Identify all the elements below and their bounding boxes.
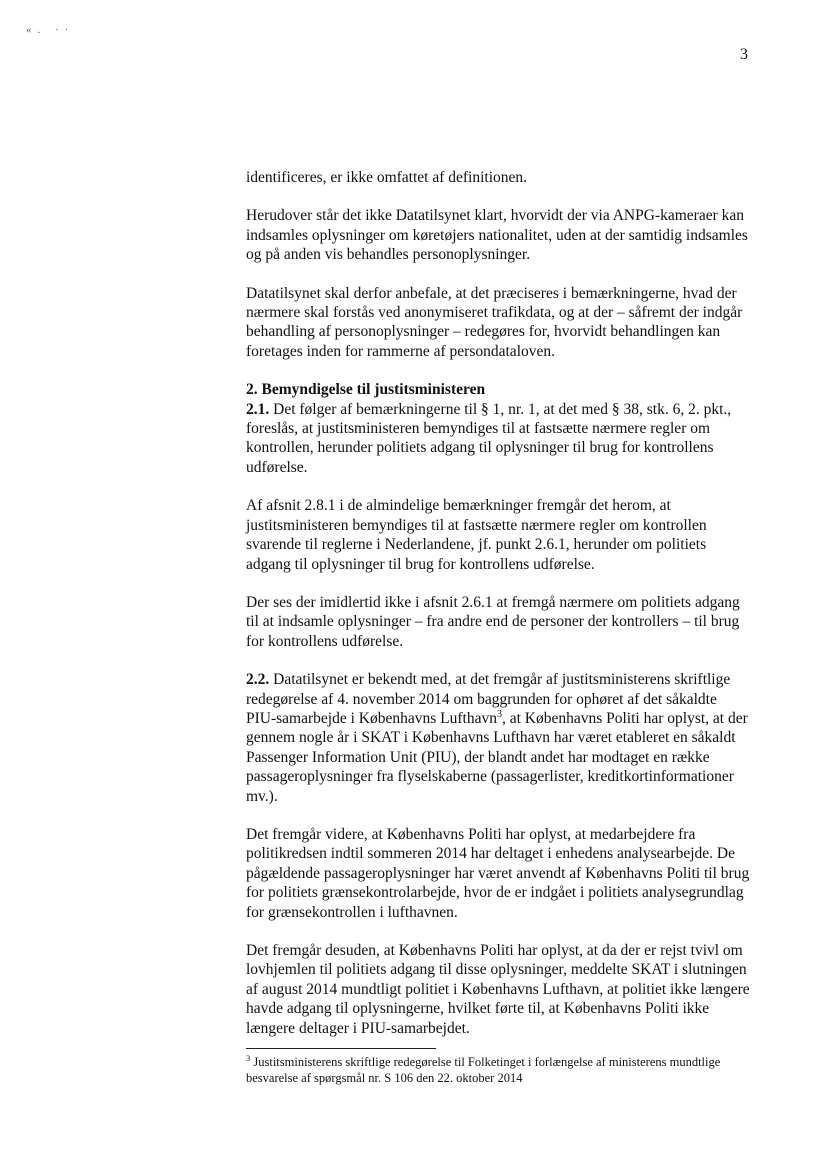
footnote-section	[246, 1048, 750, 1086]
section-heading-2: 2. Bemyndigelse til justitsministeren	[246, 381, 486, 399]
scan-corner-artifact: «. ··	[26, 24, 75, 36]
paragraph-2-2	[246, 670, 750, 806]
paragraph-fremgaar-desuden: Det fremgår desuden, at Københavns Politi har oplyst, at da der er rejst tvivl om lovhjemlen til politiets adgang til disse oplysninger, meddelte SKAT i slutningen af august 2014 mundtligt politiet i Københavns Lufthavn, at politiet ikke længere havde adgang til oplysningerne, hvilket førte til, at Københavns Politi ikke længere deltager i PIU-samarbejdet.	[246, 942, 750, 1037]
paragraph-anbefale: Datatilsynet skal derfor anbefale, at det præciseres i bemærkningerne, hvad der nærmere skal forstås ved anonymiseret trafikdata, og at der – såfremt der indgår behandling af personoplysninger – redegøres for, hvorvidt behandlingen kan foretages inden for rammerne af persondataloven.	[246, 284, 743, 360]
body-text-column	[246, 168, 750, 1057]
footnote-marker-3: 3	[246, 1052, 251, 1063]
paragraph-2-2-text-after-footnote: , at Københavns Politi har oplyst, at der gennem nogle år i SKAT i Københavns Lufthavn har været etableret en såkaldt Passenger Information Unit (PIU), der blandt andet har modtaget en række passageroplysninger fra flyselskaberne (passagerlister, kreditkortinformationer mv.).	[246, 709, 748, 805]
footnote-body: Justitsministerens skriftlige redegørelse til Folketinget i forlængelse af ministerens mundtlige besvarelse af spørgsmål nr. S 106 den 22. oktober 2014	[246, 1055, 721, 1085]
footnote-reference-3: 3	[496, 708, 502, 720]
paragraph-2-1	[246, 400, 750, 478]
footnote-separator-rule	[246, 1048, 436, 1049]
paragraph-herudover: Herudover står det ikke Datatilsynet klart, hvorvidt der via ANPG-kameraer kan indsamles oplysninger om køretøjers nationalitet, uden at der samtidig indsamles og på anden vis behandles personoplysninger.	[246, 207, 748, 264]
paragraph-2-1-number: 2.1.	[246, 400, 270, 418]
paragraph-2-1-text: Det følger af bemærkningerne til § 1, nr. 1, at det med § 38, stk. 6, 2. pkt., foreslås, at justitsministeren bemyndiges til at fastsætte nærmere regler om kontrollen, herunder politiets adgang til oplysninger til brug for kontrollens udførelse.	[246, 400, 732, 476]
paragraph-2-2-text-before-footnote: Datatilsynet er bekendt med, at det fremgår af justitsministerens skriftlige redegørelse af 4. november 2014 om baggrunden for ophøret af det såkaldte PIU-samarbejde i Københavns Lufthavn	[246, 671, 731, 727]
paragraph-afsnit-281: Af afsnit 2.8.1 i de almindelige bemærkninger fremgår det herom, at justitsministeren bemyndiges til at fastsætte nærmere regler om kontrollen svarende til reglerne i Nederlandene, jf. punkt 2.6.1, herunder om politiets adgang til oplysninger til brug for kontrollens udførelse.	[246, 497, 707, 573]
paragraph-intro: identificeres, er ikke omfattet af definitionen.	[246, 169, 528, 186]
footnote-text	[246, 1052, 750, 1086]
paragraph-fremgaar-videre: Det fremgår videre, at Københavns Politi har oplyst, at medarbejdere fra politikredsen indtil sommeren 2014 har deltaget i enhedens analysearbejde. De pågældende passageroplysninger har været anvendt af Københavns Politi til brug for politiets grænsekontrolarbejde, hvor de er indgået i politiets analysegrundlag for grænsekontrollen i lufthavnen.	[246, 825, 750, 921]
paragraph-der-ses: Der ses der imidlertid ikke i afsnit 2.6.1 at fremgå nærmere om politiets adgang til at indsamle oplysninger – fra andre end de personer der kontrollers – til brug for kontrollens udførelse.	[246, 593, 740, 650]
paragraph-2-2-number: 2.2.	[246, 671, 270, 689]
page-number: 3	[740, 46, 748, 63]
